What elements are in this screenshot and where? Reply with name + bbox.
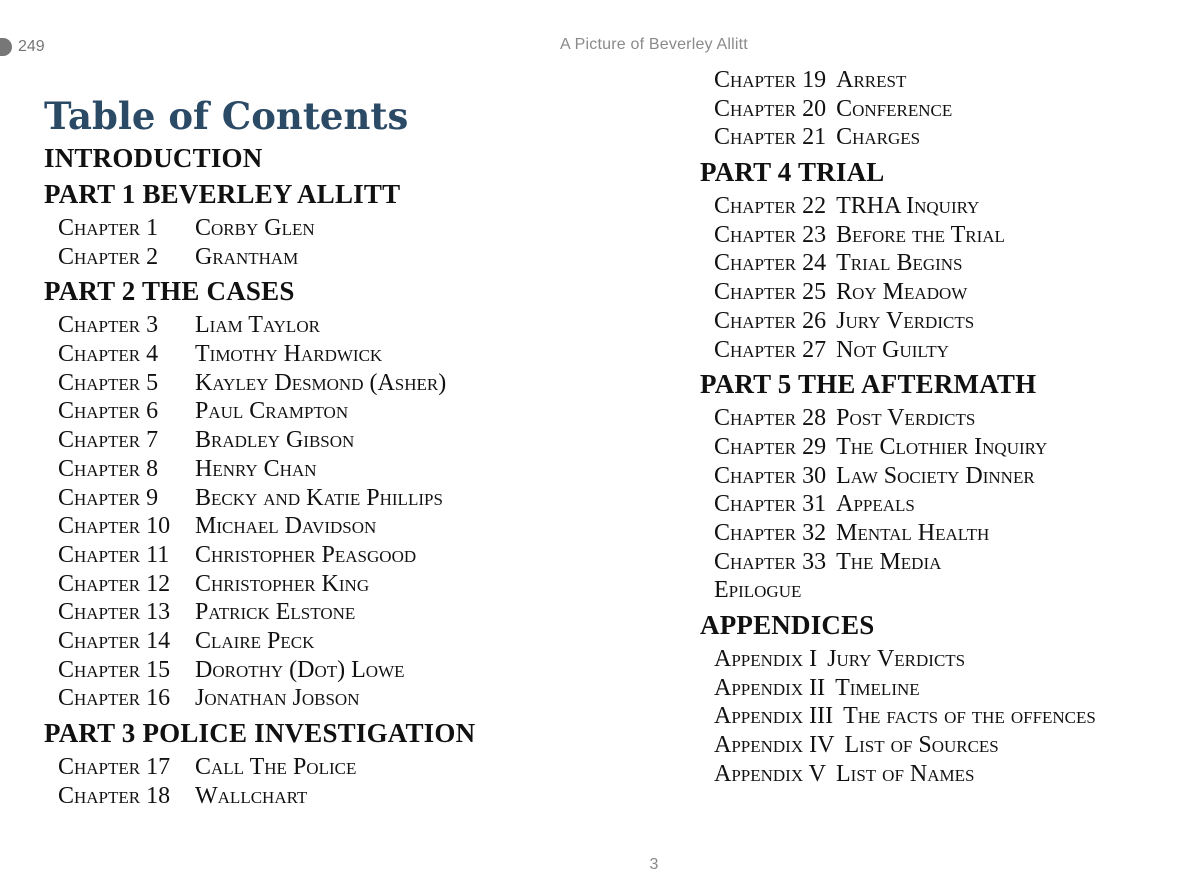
toc-entry-label: Chapter 9 [58,484,159,511]
toc-entry-chapter-17[interactable] [44,753,624,782]
toc-part-heading[interactable]: APPENDICES [700,610,875,640]
toc-entry-label: Chapter 17 [58,754,171,780]
toc-entry-chapter-14[interactable] [44,627,624,656]
toc-entry-label: Chapter 25 [714,279,827,306]
toc-entry-label: Appendix I [714,646,818,672]
toc-part-heading[interactable]: PART 5 THE AFTERMATH [700,369,1037,400]
toc-entry-title: Corby Glen [195,215,315,241]
toc-entry-chapter-3[interactable] [44,311,624,340]
toc-entry-label: Chapter 6 [58,398,159,425]
toc-entry-title: Call The Police [195,754,357,780]
toc-entry-label: Chapter 20 [714,95,827,122]
toc-entry-title: Henry Chan [195,455,317,482]
toc-entry-label: Chapter 2 [58,243,159,270]
toc-entry-title: Mental Health [836,519,990,546]
toc-entry-label: Chapter 23 [714,221,827,248]
toc-entry-appendix-ii[interactable] [700,674,1180,703]
toc-entry-title: Kayley Desmond (Asher) [195,369,447,396]
toc-entry-epilogue[interactable] [700,576,1180,605]
toc-entry-label: Chapter 19 [714,67,827,93]
toc-entry-appendix-v[interactable] [700,760,1180,789]
toc-entry-label: Chapter 7 [58,427,159,454]
toc-entry-chapter-20[interactable] [700,95,1180,124]
toc-part-heading[interactable]: PART 2 THE CASES [44,276,295,307]
toc-entry-chapter-28[interactable] [700,404,1180,433]
toc-entry-title: The facts of the offences [843,703,1096,730]
toc-entry-title: Paul Crampton [195,398,349,425]
toc-entry-chapter-29[interactable] [700,433,1180,462]
toc-entry-chapter-15[interactable] [44,656,624,685]
toc-entry-title: TRHA Inquiry [836,193,980,220]
toc-right-column [700,64,1180,790]
toc-entry-title: Jury Verdicts [827,646,966,672]
toc-entry-chapter-26[interactable] [700,307,1180,336]
toc-entry-label: Chapter 13 [58,599,171,626]
toc-entry-label: Chapter 5 [58,369,159,396]
toc-part-heading[interactable]: PART 3 POLICE INVESTIGATION [44,718,476,748]
toc-entry-title: Jonathan Jobson [195,685,360,712]
toc-entry-title: Jury Verdicts [836,307,975,334]
toc-entry-label: Appendix III [714,703,834,730]
toc-title: Table of Contents [44,94,409,138]
toc-entry-title: Trial Begins [836,250,963,277]
toc-entry-chapter-8[interactable] [44,455,624,484]
toc-entry-title: Michael Davidson [195,513,377,540]
toc-entry-title: Arrest [836,67,907,93]
toc-entry-label: Chapter 33 [714,548,827,575]
toc-entry-appendix-iii[interactable] [700,702,1180,731]
toc-entry-chapter-11[interactable] [44,541,624,570]
toc-entry-chapter-23[interactable] [700,221,1180,250]
toc-entry-title: The Clothier Inquiry [836,433,1048,460]
toc-entry-label: Chapter 4 [58,341,159,368]
toc-entry-label: Epilogue [714,577,802,604]
toc-entry-chapter-19[interactable] [700,66,1180,95]
toc-entry-label: Chapter 21 [714,124,827,151]
toc-entry-label: Chapter 3 [58,312,159,339]
toc-entry-title: Bradley Gibson [195,427,355,454]
toc-entry-list [700,404,1180,605]
toc-entry-label: Chapter 18 [58,782,171,809]
toc-entry-title: Appeals [836,491,915,518]
toc-entry-label: Chapter 27 [714,336,827,363]
toc-entry-label: Chapter 24 [714,250,827,277]
toc-entry-chapter-7[interactable] [44,426,624,455]
toc-entry-appendix-iv[interactable] [700,731,1180,760]
toc-entry-label: Chapter 32 [714,519,827,546]
toc-entry-label: Chapter 31 [714,491,827,518]
toc-entry-title: Law Society Dinner [836,462,1035,489]
toc-entry-title: Wallchart [195,782,308,809]
toc-entry-chapter-21[interactable] [700,123,1180,152]
toc-entry-list [700,66,1180,152]
toc-entry-label: Chapter 12 [58,570,171,597]
toc-entry-title: Timothy Hardwick [195,341,383,368]
toc-entry-chapter-2[interactable] [44,243,624,272]
toc-entry-title: Patrick Elstone [195,599,356,626]
toc-entry-label: Appendix IV [714,732,835,759]
toc-entry-label: Chapter 15 [58,656,171,683]
toc-entry-list [44,214,624,271]
toc-entry-label: Chapter 30 [714,462,827,489]
toc-left-column [44,92,624,812]
toc-entry-title: Not Guilty [836,336,949,363]
toc-entry-title: List of Names [836,760,975,787]
toc-entry-list [44,753,624,810]
toc-part-heading[interactable]: INTRODUCTION [44,143,263,173]
toc-entry-label: Chapter 14 [58,627,171,654]
toc-entry-label: Chapter 8 [58,455,159,482]
toc-entry-chapter-18[interactable] [44,782,624,811]
toc-entry-chapter-30[interactable] [700,462,1180,491]
toc-entry-title: Charges [836,124,921,151]
toc-entry-chapter-25[interactable] [700,278,1180,307]
toc-entry-title: Grantham [195,243,299,270]
toc-entry-chapter-22[interactable] [700,192,1180,221]
toc-entry-title: Liam Taylor [195,312,320,339]
toc-entry-chapter-9[interactable] [44,484,624,513]
toc-entry-title: Roy Meadow [836,279,968,306]
toc-entry-title: List of Sources [844,732,999,759]
toc-entry-chapter-6[interactable] [44,397,624,426]
page-number: 3 [649,856,659,873]
toc-entry-list [700,192,1180,364]
toc-entry-title: Claire Peck [195,627,315,654]
toc-entry-label: Chapter 10 [58,513,171,540]
toc-entry-chapter-31[interactable] [700,490,1180,519]
toc-entry-list [700,645,1180,788]
toc-entry-label: Chapter 16 [58,685,171,712]
toc-entry-label: Chapter 29 [714,433,827,460]
toc-part-heading[interactable]: PART 1 BEVERLEY ALLITT [44,179,401,209]
toc-entry-title: Becky and Katie Phillips [195,484,443,511]
toc-entry-chapter-12[interactable] [44,570,624,599]
remaining-pages-count: 249 [18,38,45,55]
toc-entry-chapter-10[interactable] [44,512,624,541]
toc-entry-title: Timeline [835,674,920,701]
toc-entry-chapter-16[interactable] [44,684,624,713]
toc-entry-label: Chapter 26 [714,307,827,334]
toc-right-sections [700,66,1180,788]
toc-entry-chapter-24[interactable] [700,249,1180,278]
toc-entry-chapter-32[interactable] [700,519,1180,548]
toc-entry-title: Christopher Peasgood [195,541,417,568]
toc-part-heading[interactable]: PART 4 TRIAL [700,157,885,188]
toc-entry-title: Christopher King [195,570,370,597]
toc-entry-label: Chapter 28 [714,405,827,432]
toc-entry-chapter-4[interactable] [44,340,624,369]
toc-entry-label: Appendix V [714,760,827,787]
toc-entry-chapter-27[interactable] [700,336,1180,365]
toc-entry-title: The Media [836,548,942,575]
toc-entry-chapter-1[interactable] [44,214,624,243]
toc-left-sections [44,140,624,810]
toc-entry-title: Before the Trial [836,221,1005,248]
toc-entry-chapter-13[interactable] [44,598,624,627]
toc-entry-title: Dorothy (Dot) Lowe [195,656,405,683]
toc-entry-title: Conference [836,95,953,122]
toc-entry-label: Appendix II [714,674,826,701]
toc-entry-label: Chapter 1 [58,215,159,241]
toc-entry-chapter-33[interactable] [700,548,1180,577]
toc-entry-label: Chapter 22 [714,193,827,220]
toc-entry-title: Post Verdicts [836,405,976,432]
toc-entry-chapter-5[interactable] [44,369,624,398]
book-title: A Picture of Beverley Allitt [560,36,748,53]
toc-entry-list [44,311,624,713]
toc-entry-appendix-i[interactable] [700,645,1180,674]
toc-entry-label: Chapter 11 [58,541,170,568]
